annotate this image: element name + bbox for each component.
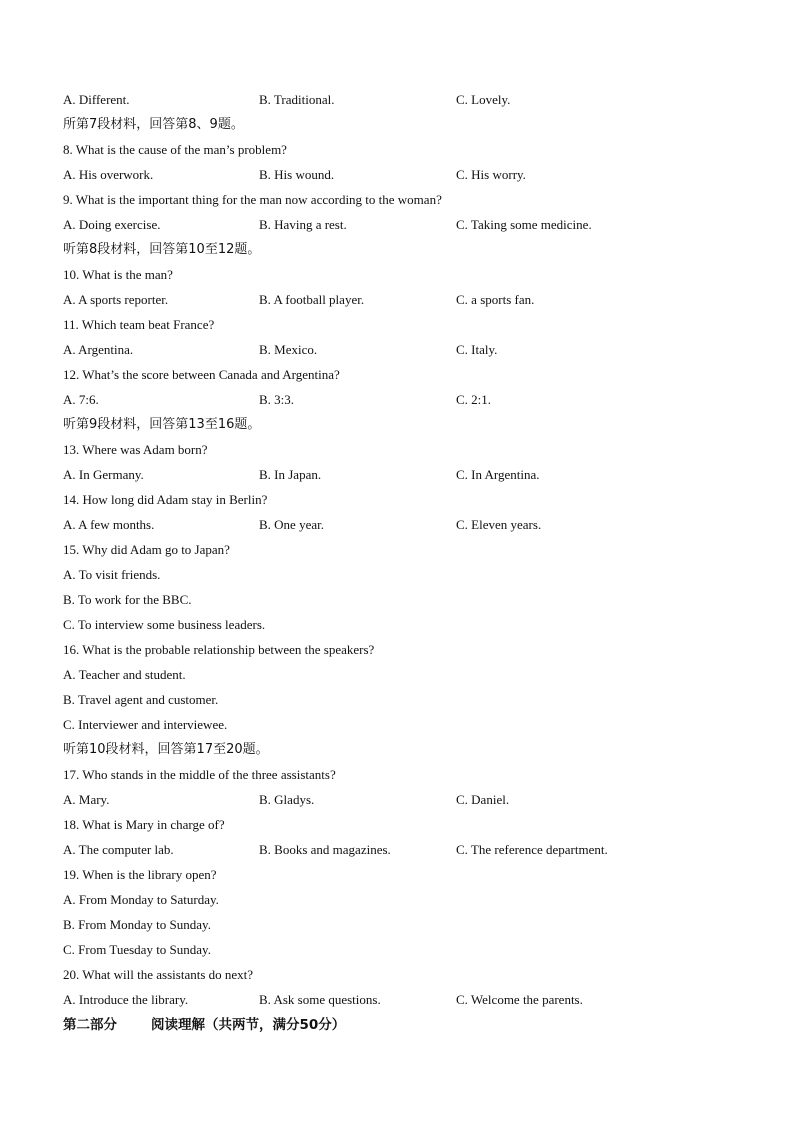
answer-options-row [63,462,743,487]
question-text: 11. Which team beat France? [63,317,215,332]
question-text: 12. What’s the score between Canada and Argentina? [63,367,340,382]
option-b: B. In Japan. [259,467,322,482]
question-text: C. Interviewer and interviewee. [63,717,228,732]
option-a: A. The computer lab. [63,842,174,857]
answer-options-row [63,837,743,862]
answer-options-row [63,787,743,812]
question-text: 20. What will the assistants do next? [63,967,254,982]
section-instruction: 听第8段材料，回答第10至12题。 [63,242,261,257]
option-c: C. 2:1. [456,392,492,407]
option-b: B. Gladys. [259,792,315,807]
question-text: 8. What is the cause of the man’s problem? [63,142,287,157]
exam-page [63,87,743,1038]
option-c: C. His worry. [456,167,526,182]
question-text: 17. Who stands in the middle of the three assistants? [63,767,336,782]
option-a: A. His overwork. [63,167,154,182]
question-text: 10. What is the man? [63,267,173,282]
answer-options-row [63,337,743,362]
part-label: 第二部分 [63,1017,117,1033]
option-c: C. Daniel. [456,792,510,807]
option-b: B. 3:3. [259,392,295,407]
option-b: B. Traditional. [259,92,335,107]
option-c: C. The reference department. [456,842,608,857]
question-text: 16. What is the probable relationship between the speakers? [63,642,375,657]
part-title: 阅读理解（共两节，满分50分） [151,1017,346,1033]
answer-options-row [63,212,743,237]
option-c: C. a sports fan. [456,292,535,307]
section-instruction: 所第7段材料，回答第8、9题。 [63,117,244,132]
answer-options-row [63,512,743,537]
option-c: C. Italy. [456,342,498,357]
option-a: A. Mary. [63,792,110,807]
question-text: 14. How long did Adam stay in Berlin? [63,492,268,507]
question-list [63,87,743,1012]
question-text: A. Teacher and student. [63,667,186,682]
answer-options-row [63,162,743,187]
question-text: 15. Why did Adam go to Japan? [63,542,230,557]
option-b: B. Having a rest. [259,217,347,232]
option-c: C. Eleven years. [456,517,542,532]
option-a: A. Argentina. [63,342,134,357]
option-c: C. Taking some medicine. [456,217,592,232]
question-text: 19. When is the library open? [63,867,217,882]
option-c: C. Lovely. [456,92,511,107]
option-a: A. In Germany. [63,467,144,482]
option-b: B. Books and magazines. [259,842,391,857]
question-text: 18. What is Mary in charge of? [63,817,225,832]
section-instruction: 听第9段材料，回答第13至16题。 [63,417,261,432]
answer-options-row [63,987,743,1012]
option-b: B. Mexico. [259,342,318,357]
question-text: A. To visit friends. [63,567,161,582]
part-heading [63,1012,743,1038]
option-c: C. Welcome the parents. [456,992,583,1007]
option-b: B. His wound. [259,167,335,182]
question-text: B. To work for the BBC. [63,592,192,607]
option-b: B. One year. [259,517,324,532]
option-a: A. A sports reporter. [63,292,169,307]
option-a: A. Introduce the library. [63,992,189,1007]
question-text: B. From Monday to Sunday. [63,917,211,932]
option-c: C. In Argentina. [456,467,540,482]
option-b: B. Ask some questions. [259,992,381,1007]
question-text: B. Travel agent and customer. [63,692,219,707]
answer-options-row [63,287,743,312]
question-text: C. From Tuesday to Sunday. [63,942,211,957]
answer-options-row [63,87,743,112]
question-text: C. To interview some business leaders. [63,617,266,632]
section-instruction: 听第10段材料，回答第17至20题。 [63,742,269,757]
option-a: A. 7:6. [63,392,99,407]
answer-options-row [63,387,743,412]
option-a: A. Doing exercise. [63,217,161,232]
question-text: A. From Monday to Saturday. [63,892,219,907]
option-b: B. A football player. [259,292,365,307]
question-text: 9. What is the important thing for the man now according to the woman? [63,192,442,207]
option-a: A. Different. [63,92,130,107]
question-text: 13. Where was Adam born? [63,442,208,457]
option-a: A. A few months. [63,517,155,532]
